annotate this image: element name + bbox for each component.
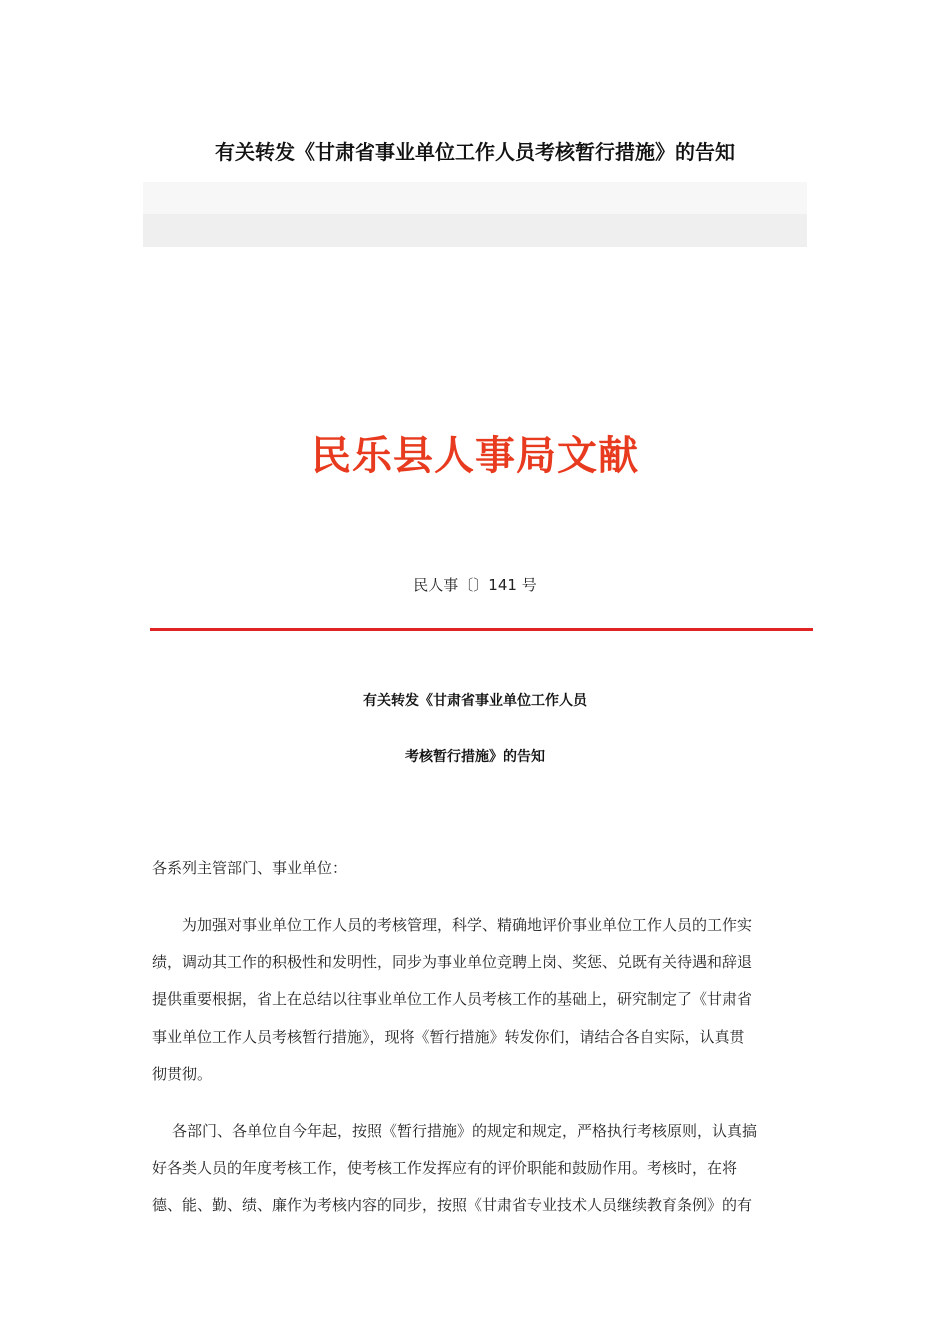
org-header: 民乐县人事局文献: [311, 433, 639, 479]
document-number: 民人事〔〕141 号: [413, 576, 537, 594]
paragraph1-line: 事业单位工作人员考核暂行措施》，现将《暂行措施》转发你们，请结合各自实际，认真贯: [152, 1028, 745, 1046]
paragraph1-line: 彻贯彻。: [152, 1065, 213, 1083]
paragraph2-line: 德、能、勤、绩、廉作为考核内容的同步，按照《甘肃省专业技术人员继续教育条例》的有: [152, 1196, 753, 1214]
red-divider: [150, 628, 813, 631]
grey-band-top: [143, 182, 807, 214]
subtitle-line-1: 有关转发《甘肃省事业单位工作人员: [363, 693, 587, 709]
paragraph1-line: 绩，调动其工作的积极性和发明性，同步为事业单位竞聘上岗、奖惩、兑既有关待遇和辞退: [152, 953, 753, 971]
paragraph2-line: 好各类人员的年度考核工作，使考核工作发挥应有的评价职能和鼓励作用。考核时，在将: [152, 1159, 738, 1177]
paragraph2-line: 各部门、各单位自今年起，按照《暂行措施》的规定和规定，严格执行考核原则，认真搞: [172, 1122, 758, 1140]
paragraph1-line: 提供重要根据，省上在总结以往事业单位工作人员考核工作的基础上，研究制定了《甘肃省: [152, 990, 753, 1008]
subtitle-line-2: 考核暂行措施》的告知: [405, 749, 545, 765]
paragraph1-line: 为加强对事业单位工作人员的考核管理，科学、精确地评价事业单位工作人员的工作实: [182, 916, 753, 934]
salutation: 各系列主管部门、事业单位：: [152, 859, 348, 877]
page-title: 有关转发《甘肃省事业单位工作人员考核暂行措施》的告知: [215, 140, 735, 164]
grey-band-bottom: [143, 214, 807, 247]
